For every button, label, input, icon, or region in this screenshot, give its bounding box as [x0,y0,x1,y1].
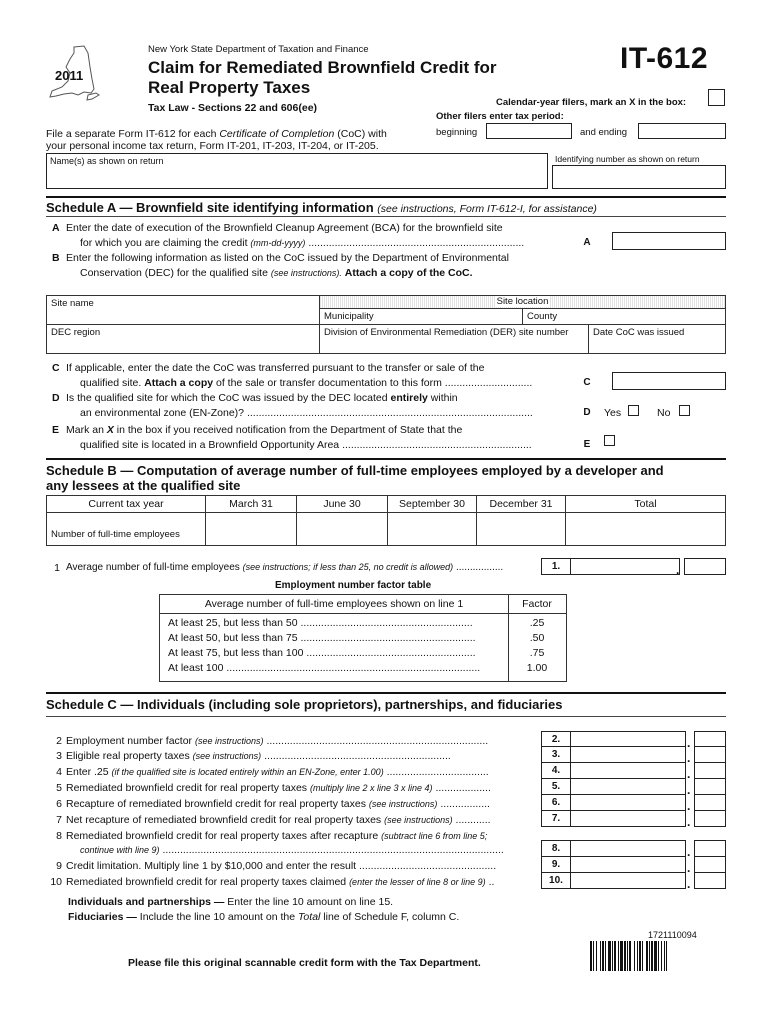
line-cents-field[interactable] [694,794,726,811]
identifying-number-field[interactable] [552,165,726,189]
line-note: (see instructions) [194,736,264,746]
line-number: 7 [56,814,62,826]
line-label: Recapture of remediated brownfield credit for real property taxes [66,798,366,810]
names-field[interactable]: Name(s) as shown on return [46,153,548,189]
employees-june-field[interactable] [296,512,388,546]
decimal-point: . [687,767,691,781]
line-note: (enter the lesser of line 8 or line 9) [349,877,486,887]
barcode-bar [596,941,597,971]
line-dots: ................................................................ [264,750,451,762]
barcode-bar [654,941,657,971]
line-tag: 4. [541,762,571,779]
line-number: 5 [56,782,62,794]
line-tag: 5. [541,778,571,795]
barcode-bar [593,941,594,971]
period-ending-field[interactable] [638,123,726,139]
line-note: (if the qualified site is located entirely within an EN-Zone, enter 1.00) [111,767,384,777]
decimal-point: . [687,877,691,891]
line-cents-field[interactable] [694,746,726,763]
factor-table-title: Employment number factor table [275,580,432,591]
agency-name: New York State Department of Taxation and Finance [148,44,369,55]
line-amount-field[interactable] [570,840,686,857]
line-text [66,814,536,826]
line-label: Eligible real property taxes [66,750,190,762]
line-label: Employment number factor [66,735,193,747]
line-number: 3 [56,750,62,762]
line-note: (subtract line 6 from line 5; [381,831,488,841]
county-field[interactable]: County [522,308,726,325]
line-text [66,830,536,842]
barcode-bar [618,941,619,971]
ending-label: and ending [580,127,628,138]
factor-value: .75 [529,647,545,659]
line-text [66,766,536,778]
barcode-bar [637,941,638,971]
line-dots: ................................... [386,766,489,778]
factor-value: .25 [529,617,545,629]
col-total: Total [565,495,726,513]
line-tag: 9. [541,856,571,873]
other-filers-label: Other filers enter tax period: [436,111,564,122]
line-tag: 2. [541,731,571,748]
line-tag: 8. [541,840,571,857]
barcode-bar [642,941,643,971]
line-cents-field[interactable] [694,856,726,873]
barcode-bar [649,941,650,971]
line-text [66,876,536,888]
form-title-line2: Real Property Taxes [148,78,311,97]
line-number: 4 [56,766,62,778]
line-number: 9 [56,860,62,872]
line-label: Remediated brownfield credit for real property taxes claimed [66,876,347,888]
factor-row-dots: .......................................................... [306,647,476,659]
municipality-field[interactable]: Municipality [319,308,523,325]
decimal-point: . [687,815,691,829]
line-tag: 7. [541,810,571,827]
coc-transfer-date-field[interactable] [612,372,726,390]
barcode-bar [600,941,601,971]
col-june: June 30 [296,495,388,513]
line-label: Remediated brownfield credit for real property taxes [66,782,308,794]
employees-row-label: Number of full-time employees [46,512,206,546]
decimal-point: . [687,736,691,750]
factor-row-dots: ....................................................................................... [226,662,481,674]
barcode-bar [624,941,626,971]
site-name-field[interactable]: Site name [46,295,320,325]
boa-checkbox[interactable] [604,435,615,446]
no-label: No [657,407,671,419]
der-site-number-field[interactable]: Division of Environmental Remediation (DER) site number [319,324,589,354]
line-text [80,844,550,856]
line-number: 10 [50,876,62,888]
line-amount-field[interactable] [570,856,686,873]
filing-instruction: File a separate Form IT-612 for each Certificate of Completion (CoC) with your personal income tax return, Form IT-201, IT-203, IT-204, or IT-205. [46,128,387,152]
line-amount-field[interactable] [570,746,686,763]
barcode-bar [639,941,641,971]
line-dots: ..................................................................................................................... [162,844,504,856]
line-note: continue with line 9) [80,845,160,855]
factor-row [160,662,566,677]
calendar-year-checkbox[interactable] [708,89,725,106]
line-note: (multiply line 2 x line 3 x line 4) [309,783,433,793]
barcode-bar [646,941,648,971]
employees-september-field[interactable] [387,512,477,546]
individuals-instruction: Individuals and partnerships — Enter the line 10 amount on line 15. [68,896,394,908]
decimal-point: . [687,799,691,813]
fiduciaries-instruction: Fiduciaries — Include the line 10 amount on the Total line of Schedule F, column C. [68,911,460,923]
factor-row-label: At least 100 ....................................................................................... [168,662,481,674]
line-dots: ................... [435,782,491,794]
en-zone-yes-checkbox[interactable] [628,405,639,416]
beginning-label: beginning [436,127,478,138]
line-cents-field[interactable] [694,840,726,857]
line-label: Remediated brownfield credit for real property taxes after recapture [66,830,379,842]
line-label: Enter .25 [66,766,109,778]
yes-label: Yes [604,407,622,419]
line-dots: ................. [440,798,490,810]
factor-value: .50 [529,632,545,644]
line-cents-field[interactable] [694,810,726,827]
line-dots: ............ [455,814,491,826]
date-coc-issued-field[interactable]: Date CoC was issued [588,324,726,354]
barcode-bar [612,941,613,971]
line-note: (see instructions) [192,751,262,761]
line-label: Net recapture of remediated brownfield credit for real property taxes [66,814,382,826]
schedule-c-title: Schedule C — Individuals (including sole proprietors), partnerships, and fiduciaries [46,697,563,712]
factor-row-label: At least 75, but less than 100 .......................................................... [168,647,476,659]
factor-row [160,647,566,662]
line-amount-field[interactable] [570,794,686,811]
line-amount-field[interactable] [570,872,686,889]
barcode-bar [658,941,659,971]
decimal-point: . [687,845,691,859]
employees-december-field[interactable] [476,512,566,546]
line-cents-field[interactable] [694,872,726,889]
line-cents-field[interactable] [694,778,726,795]
barcode [590,941,724,971]
col-september: September 30 [387,495,477,513]
line-label: Credit limitation. Multiply line 1 by $10,000 and enter the result [66,860,357,872]
factor-table: Average number of full-time employees shown on line 1 Factor At least 25, but less than 50 ........................................................... .25 At least 50, but less than 75 ............................................................ .50 At least 75, but less than 100 .......................................................... .75 At least 100 ....................................................................................... 1.00 [159,594,567,682]
line-text [66,798,536,810]
period-beginning-field[interactable] [486,123,572,139]
line-text [66,735,536,747]
factor-row [160,632,566,647]
barcode-bar [608,941,611,971]
identifying-number-label: Identifying number as shown on return [555,154,700,164]
form-title-line1: Claim for Remediated Brownfield Credit for [148,58,497,77]
tax-year: 2011 [55,68,84,83]
footer-message: Please file this original scannable credit form with the Tax Department. [128,957,481,969]
line-text [66,782,536,794]
line-number: 2 [56,735,62,747]
col-december: December 31 [476,495,566,513]
barcode-bar [666,941,667,971]
barcode-bar [627,941,628,971]
line-dots: .. [488,876,495,888]
barcode-bar [620,941,623,971]
line-dots: ............................................... [359,860,497,872]
barcode-bar [634,941,635,971]
line1-decimal-field[interactable] [684,558,726,575]
barcode-bar [605,941,606,971]
schedule-b-title: Schedule B — Computation of average number of full-time employees employed by a developer and any lessees at the qualified site [46,463,664,493]
tax-law-reference: Tax Law - Sections 22 and 606(ee) [148,102,318,114]
col-march: March 31 [205,495,297,513]
employees-march-field[interactable] [205,512,297,546]
factor-row-label: At least 25, but less than 50 ........................................................... [168,617,473,629]
form-id: IT-612 [620,42,709,75]
barcode-bar [664,941,665,971]
line-amount-field[interactable] [570,778,686,795]
factor-row-label: At least 50, but less than 75 ............................................................ [168,632,476,644]
decimal-point: . [687,783,691,797]
calendar-year-label: Calendar-year filers, mark an X in the box: [496,97,687,108]
line-cents-field[interactable] [694,762,726,779]
factor-row-dots: ........................................................... [300,617,473,629]
site-location-header: Site location [319,295,726,309]
bca-date-field[interactable] [612,232,726,250]
barcode-bar [629,941,631,971]
barcode-bar [590,941,592,971]
line1-amount-field[interactable] [570,558,680,575]
dec-region-field[interactable]: DEC region [46,324,320,354]
factor-row-dots: ............................................................ [300,632,476,644]
line-tag: 10. [541,872,571,889]
line-number: 8 [56,830,62,842]
en-zone-no-checkbox[interactable] [679,405,690,416]
schedule-a-title: Schedule A — Brownfield site identifying information (see instructions, Form IT-612-I, for assistance) [46,200,597,215]
line-note: (see instructions) [384,815,453,825]
line-tag: 6. [541,794,571,811]
factor-value: 1.00 [526,662,548,674]
decimal-point: . [687,861,691,875]
barcode-number: 1721110094 [648,930,697,940]
barcode-bar [614,941,616,971]
employees-total-field[interactable] [565,512,726,546]
barcode-bar [661,941,662,971]
factor-row [160,617,566,632]
barcode-bar [602,941,604,971]
decimal-point: . [687,751,691,765]
line-amount-field[interactable] [570,810,686,827]
barcode-bar [651,941,653,971]
line-dots: ............................................................................ [266,735,489,747]
line-text [66,860,536,872]
line-amount-field[interactable] [570,762,686,779]
line-tag: 3. [541,746,571,763]
line-note: (see instructions) [368,799,438,809]
line-text [66,750,536,762]
col-current-tax-year: Current tax year [46,495,206,513]
line-number: 6 [56,798,62,810]
